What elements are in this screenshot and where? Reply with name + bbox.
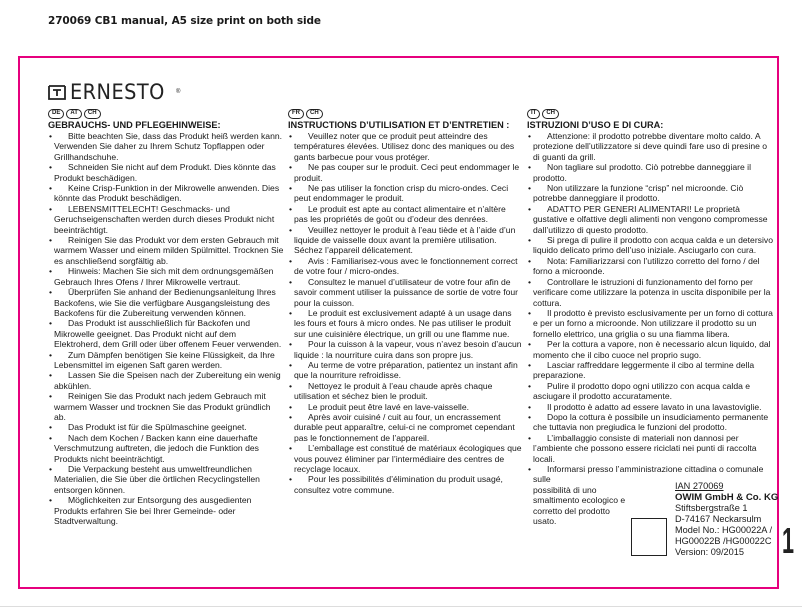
list-item [48,495,284,526]
model-number: Model No.: HG00022A / [675,524,773,535]
bullet-icon: • [289,255,293,266]
list-item-text: Das Produkt ist ausschließlich für Backofen und Mikrowelle geeignet. Das Produkt nicht auf dem Elektroherd, dem Grill oder über offenem Feuer verwenden. [54,318,282,350]
list-item [527,308,773,339]
list-item-text: ADATTO PER GENERI ALIMENTARI! Le proprietà gustative e olfattive degli alimenti non vengono compromesse dall’utilizzo di questo prodotto. [533,203,768,235]
list-item-text: L’imballaggio consiste di materiali non dannosi per l’ambiente che possono essere riciclati nei punti di raccolta locali. [533,432,757,464]
bullet-icon: • [289,443,293,454]
bullet-icon: • [49,235,53,246]
list-item-text: Lassen Sie die Speisen nach der Zubereitung ein wenig abkühlen. [54,370,281,391]
bullet-icon: • [528,162,532,173]
list-item [48,235,284,266]
bullet-icon: • [49,183,53,194]
list-item-text: Avis : Familiarisez-vous avec le fonctionnement correct de votre four / micro-ondes. [294,255,518,277]
list-item [288,360,522,381]
list-item-text: Non tagliare sul prodotto. Ciò potrebbe danneggiare il prodotto. [533,162,751,183]
list-item [288,308,522,339]
bullet-icon: • [49,318,53,329]
list-item [527,162,773,183]
list-item-text: Il prodotto è adatto ad essere lavato in una lavastoviglie. [547,401,762,412]
ian-number: IAN 270069 [675,480,724,491]
bullet-icon: • [528,401,532,412]
list-item [48,350,284,371]
list-item [48,131,284,162]
bullet-icon: • [289,276,293,287]
list-item [527,256,773,277]
list-item [48,422,284,432]
bullet-icon: • [289,411,293,422]
list-item-text: Nettoyez le produit à l’eau chaude après chaque utilisation et séchez bien le produit. [294,380,493,402]
bullet-icon: • [49,495,53,506]
bullet-icon: • [528,464,532,474]
bullet-icon: • [289,183,293,194]
model-number-cont: HG00022B /HG00022C [675,535,772,546]
list-item-text: Ne pas couper sur le produit. Ceci peut endommager le produit. [294,162,520,183]
country-badge: CH [542,109,559,119]
bullet-icon: • [528,307,532,318]
section-it [527,109,795,561]
list-item [288,183,522,204]
list-item [288,381,522,402]
list-item [48,162,284,183]
country-badge: FR [288,109,304,119]
list-item [527,204,773,235]
country-badges [527,109,773,119]
version: Version: 09/2015 [675,546,744,557]
bullet-icon: • [528,359,532,370]
bullet-icon: • [289,203,293,214]
bullet-icon: • [528,255,532,266]
section-heading: GEBRAUCHS- UND PFLEGEHINWEISE: [48,120,221,130]
street: Stiftsbergstraße 1 [675,502,748,513]
bullet-icon: • [528,432,532,443]
bullet-icon: • [49,131,53,141]
section-fr [288,109,522,495]
list-item-text: L’emballage est constitué de matériaux écologiques que vous pouvez éliminer par l’intermédiaire des centres de recyclage locaux. [294,443,522,474]
document-title: 270069 CB1 manual, A5 size print on both side [48,15,321,27]
list-item [527,235,773,256]
city: D-74167 Neckarsulm [675,513,762,524]
list-item-text: Veuillez noter que ce produit peut atteindre des températures élevées. Utilisez donc des maniques ou des gants barbecue pour vous protéger. [294,131,515,162]
page-number-wrap [782,521,796,561]
list-item [288,412,522,443]
list-item [288,474,522,495]
list-item [48,266,284,287]
list-item-text: Nota: Familiarizzarsi con l’utilizzo corretto del forno / del forno a microonde. [533,255,760,277]
italian-footer [527,480,795,561]
section-heading: ISTRUZIONI D’USO E DI CURA: [527,120,664,130]
divider [0,606,802,607]
list-item [288,443,522,474]
bullet-icon: • [289,224,293,235]
country-badge: CH [306,109,323,119]
list-item-text: Das Produkt ist für die Spülmaschine geeignet. [68,422,247,433]
blank-box [631,518,667,556]
bullet-icon: • [289,380,293,391]
bullet-icon: • [49,266,53,277]
list-item [48,391,284,422]
list-item-text: Reinigen Sie das Produkt nach jedem Gebrauch mit warmem Wasser und trocknen Sie das Produkt gründlich ab. [54,391,271,422]
list-item-text: Ne pas utiliser la fonction crisp du micro-ondes. Ceci peut endommager le produit. [294,183,509,204]
bullet-icon: • [528,183,532,194]
country-badges [48,109,284,119]
list-item-text: Si prega di pulire il prodotto con acqua calda e un detersivo liquido delicato primo dell’uso iniziale. Asciugarlo con cura. [533,235,773,256]
list-item [527,131,773,162]
bullet-icon: • [289,474,293,485]
list-item [48,370,284,391]
list-item [288,339,522,360]
list-item [527,183,773,204]
list-item-text: Möglichkeiten zur Entsorgung des ausgedienten Produkts erfahren Sie bei Ihrer Gemeinde- oder Stadtverwaltung. [54,495,252,527]
list-item [288,225,522,256]
bullet-icon: • [49,464,53,474]
list-item-text: Le produit peut être lavé en lave-vaisselle. [308,401,469,412]
list-item [48,183,284,204]
bullet-icon: • [49,287,53,298]
bullet-icon: • [528,235,532,246]
bullet-icon: • [528,339,532,350]
list-item-text: Reinigen Sie das Produkt vor dem ersten Gebrauch mit warmem Wasser und einem milden Spülmittel. Trocknen Sie es anschließend sorgfältig ab. [54,235,284,266]
list-item-text: Consultez le manuel d’utilisateur de votre four afin de savoir comment utiliser la puissance de sortie de votre four pour la cuisson. [294,276,519,308]
list-item [527,277,773,308]
list-item-text: Hinweis: Machen Sie sich mit dem ordnungsgemäßen Gebrauch Ihres Ofens / Ihrer Mikrowelle vertraut. [54,266,274,287]
list-item-text: Überprüfen Sie anhand der Bedienungsanleitung Ihres Backofens, wie Sie die verfügbare Ausgangsleistung des Backofens für die Zubereitung verwenden können. [54,287,276,318]
bullet-icon: • [289,359,293,370]
bullet-icon: • [49,422,53,433]
list-item [527,381,773,402]
country-badge: IT [527,109,540,119]
bullet-icon: • [528,203,532,214]
list-item-text: Informarsi presso l’amministrazione cittadina o comunale sulle [533,464,764,485]
list-item [288,162,522,183]
list-item-text: Pour la cuisson à la vapeur, vous n’avez besoin d’aucun liquide : la nourriture cuira dans son propre jus. [294,339,522,360]
list-item-text: Après avoir cuisiné / cuit au four, un encrassement durable peut apparaître, celui-ci ne compromet cependant pas le fonctionnement de l’appareil. [294,411,515,443]
list-item [288,402,522,412]
bullet-icon: • [49,391,53,402]
section-heading: INSTRUCTIONS D’UTILISATION ET D’ENTRETIEN : [288,120,510,130]
list-item [288,277,522,308]
bullet-icon: • [528,131,532,141]
list-item-text: Pulire il prodotto dopo ogni utilizzo con acqua calda e asciugare il prodotto accuratamente. [533,380,751,402]
country-badge: DE [48,109,64,119]
list-item-text: Nach dem Kochen / Backen kann eine dauerhafte Verschmutzung auftreten, die jedoch die Funktion des Produkts nicht beeinträchtigt. [54,432,259,464]
page-number: 1 [782,519,795,561]
list-item [48,204,284,235]
list-item [48,433,284,464]
bullet-icon: • [528,411,532,422]
brand-name: ERNESTO [70,80,165,104]
list-item-text: Lasciar raffreddare leggermente il cibo al termine della preparazione. [533,359,755,381]
country-badges [288,109,522,119]
pot-icon [47,83,67,101]
list-item [48,464,284,495]
list-item [527,433,773,464]
company-name: OWIM GmbH & Co. KG [675,491,779,503]
list-item-text: Le produit est exclusivement adapté à un usage dans les fours et fours à micro ondes. Ne pas utiliser le produit sur une cuisinière électrique, un grill ou une flamme nue. [294,307,512,339]
brand-logo [47,80,180,104]
registered-mark: ® [176,89,181,95]
bullet-icon: • [49,349,53,360]
list-item-text: Schneiden Sie nicht auf dem Produkt. Dies könnte das Produkt beschädigen. [54,162,276,183]
list-item [288,256,522,277]
list-item-text: Au terme de votre préparation, patientez un instant afin que la nourriture refroidisse. [294,359,518,381]
list-item-text: Pour les possibilités d’élimination du produit usagé, consultez votre commune. [294,474,503,495]
list-item [527,412,773,433]
bullet-icon: • [289,131,293,141]
list-item [527,339,773,360]
list-item [527,360,773,381]
section-de [48,109,284,526]
list-item-text: Zum Dämpfen benötigen Sie keine Flüssigkeit, da Ihre Lebensmittel im eigenen Saft garen werden. [54,349,275,370]
bullet-icon: • [289,307,293,318]
bullet-icon: • [528,276,532,287]
list-item-text: Le produit est apte au contact alimentaire et n’altère pas les propriétés de goût ou d’odeur des denrées. [294,203,506,225]
bullet-icon: • [49,370,53,381]
list-item [288,131,522,162]
list-item-text: Controllare le istruzioni di funzionamento del forno per verificare come utilizzare la potenza in uscita disponibile per la cottura. [533,276,771,308]
list-item [288,204,522,225]
box-area [627,485,675,555]
country-badge: CH [84,109,101,119]
list-item [48,287,284,318]
imprint [675,481,778,558]
country-badge: AT [66,109,82,119]
list-item-continuation: possibilità di uno smaltimento ecologico e corretto del prodotto usato. [533,484,626,527]
list-item-text: Attenzione: il prodotto potrebbe diventare molto caldo. A protezione dell’utilizzatore si deve quindi fare uso di presine o di guanti da grill. [533,131,768,162]
bullet-icon: • [49,162,53,173]
bullet-icon: • [49,203,53,214]
list-item [527,402,773,412]
list-item-text: Il prodotto è previsto esclusivamente per un forno di cottura e per un forno a microonde. Non utilizzare il prodotto su un fornello elettrico, una griglia o su una fiamma libera. [533,307,773,339]
list-item [527,464,773,485]
list-item-text: Dopo la cottura è possibile un insudiciamento permanente che tuttavia non pregiudica le funzioni del prodotto. [533,411,769,433]
bullet-icon: • [289,162,293,173]
list-item-text: Die Verpackung besteht aus umweltfreundlichen Materialien, die Sie über die örtlichen Recyclingstellen entsorgen können. [54,464,260,495]
bullet-icon: • [289,401,293,412]
list-item-text: Per la cottura a vapore, non è necessario alcun liquido, dal momento che il cibo cuoce nel proprio sugo. [533,339,771,360]
bullet-icon: • [289,339,293,350]
bullet-icon: • [528,380,532,391]
list-item-text: LEBENSMITTELECHT! Geschmacks- und Geruchseigenschaften werden durch dieses Produkt nicht beeinträchtigt. [54,203,275,235]
list-item-text: Keine Crisp-Funktion in der Mikrowelle anwenden. Dies könnte das Produkt beschädigen. [54,183,280,204]
list-item [48,318,284,349]
list-item-text: Veuillez nettoyer le produit à l’eau tiède et à l’aide d’un liquide de vaisselle doux avant la première utilisation. Séchez l’appareil délicatement. [294,224,516,256]
bullet-icon: • [49,432,53,443]
list-item-text: Non utilizzare la funzione “crisp” nel microonde. Ciò potrebbe danneggiare il prodotto. [533,183,744,204]
list-item-text: Bitte beachten Sie, dass das Produkt heiß werden kann. Verwenden Sie daher zu Ihrem Schutz Topflappen oder Grillhandschuhe. [54,131,283,162]
